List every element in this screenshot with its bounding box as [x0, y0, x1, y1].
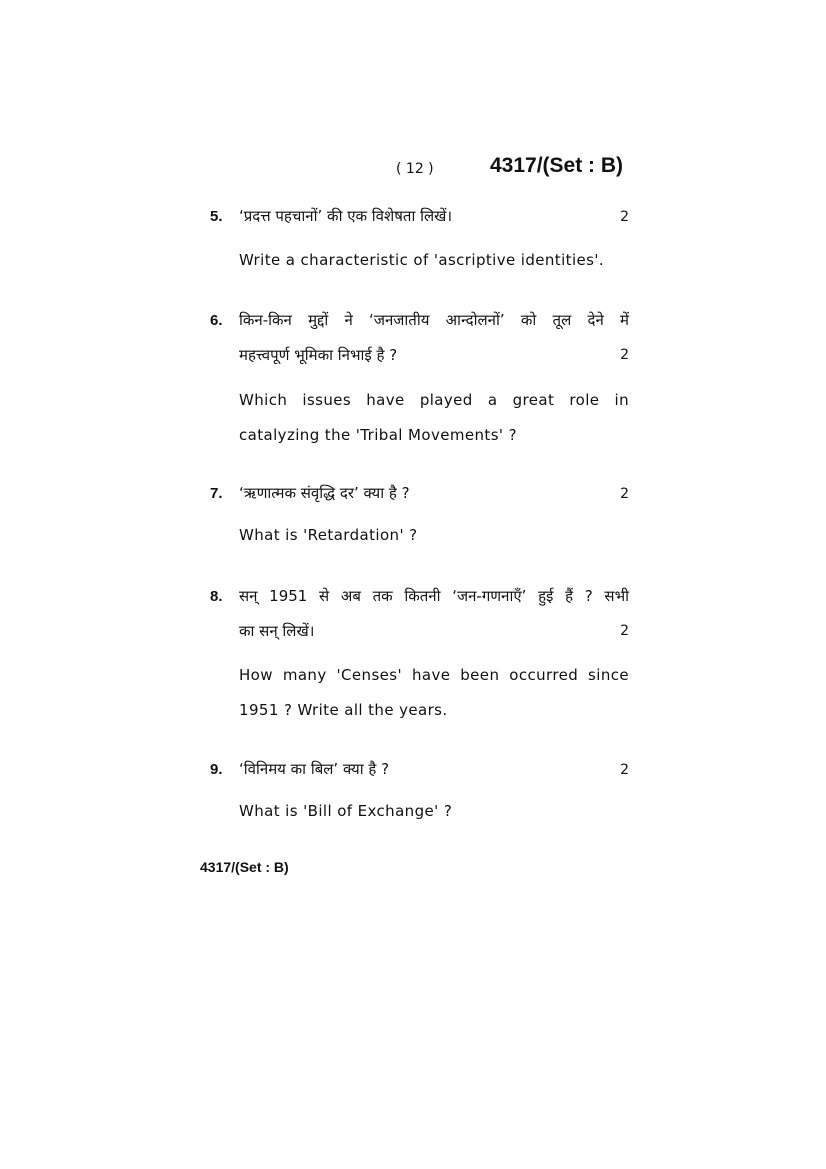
question-marks: 2 [620, 209, 629, 225]
question-hindi: ‘प्रदत्त पहचानों’ की एक विशेषता लिखें। [239, 207, 453, 225]
paper-code-footer: 4317/(Set : B) [200, 859, 289, 875]
page-number: ( 12 ) [396, 161, 434, 177]
question-number: 8. [210, 588, 223, 605]
question-hindi-line-1: सन् 1951 से अब तक कितनी ‘जन-गणनाएँ’ हुई हैं ? सभी [239, 587, 629, 605]
question-english-line-1: Which issues have played a great role in [239, 391, 629, 409]
question-english: Write a characteristic of 'ascriptive identities'. [239, 251, 605, 269]
question-marks: 2 [620, 623, 629, 639]
question-hindi: ‘विनिमय का बिल’ क्या है ? [239, 760, 390, 778]
question-marks: 2 [620, 762, 629, 778]
question-hindi-line-2: का सन् लिखें। [239, 622, 315, 640]
question-english: What is 'Bill of Exchange' ? [239, 802, 453, 820]
question-hindi-line-2: महत्त्वपूर्ण भूमिका निभाई है ? [239, 346, 398, 364]
question-marks: 2 [620, 347, 629, 363]
question-hindi-line-1: किन-किन मुद्दों ने ‘जनजातीय आन्दोलनों’ को तूल देने में [239, 311, 629, 329]
question-number: 7. [210, 485, 223, 502]
paper-code-header: 4317/(Set : B) [490, 154, 624, 177]
question-english-line-2: catalyzing the 'Tribal Movements' ? [239, 426, 517, 444]
question-english-line-1: How many 'Censes' have been occurred since [239, 666, 629, 684]
question-marks: 2 [620, 486, 629, 502]
question-number: 5. [210, 208, 223, 225]
question-english: What is 'Retardation' ? [239, 526, 418, 544]
question-hindi: ‘ऋणात्मक संवृद्धि दर’ क्या है ? [239, 484, 410, 502]
question-number: 9. [210, 761, 223, 778]
question-number: 6. [210, 312, 223, 329]
question-english-line-2: 1951 ? Write all the years. [239, 701, 448, 719]
